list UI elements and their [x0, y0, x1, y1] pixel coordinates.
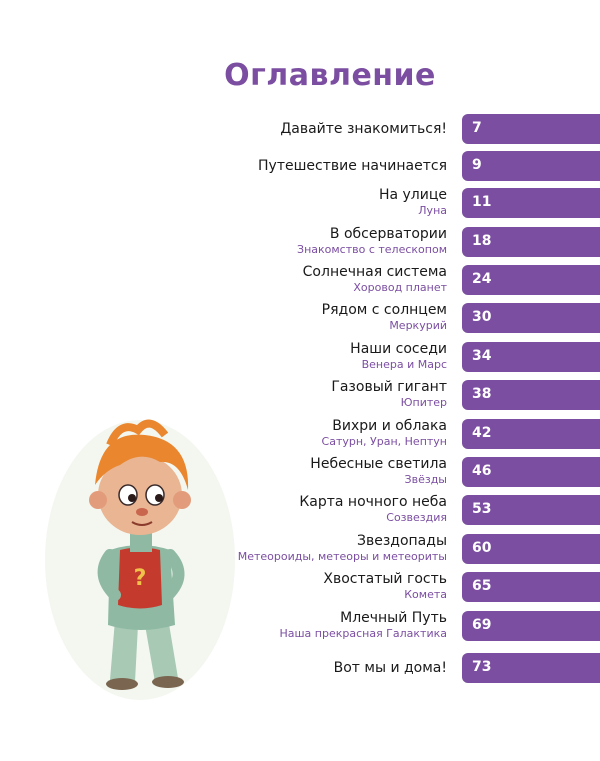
page-number: 73	[472, 659, 492, 675]
page-number: 18	[472, 233, 492, 249]
page-number-tab	[462, 534, 600, 564]
toc-entry[interactable]	[0, 610, 600, 644]
entry-title: В обсерватории	[329, 226, 447, 242]
entry-title: Карта ночного неба	[299, 494, 447, 510]
page-number: 60	[472, 540, 492, 556]
toc-entry[interactable]	[0, 571, 600, 605]
toc-entry[interactable]	[0, 494, 600, 528]
entry-subtitle: Звёзды	[404, 473, 447, 486]
page-number-tab	[462, 227, 600, 257]
entry-title: Млечный Путь	[340, 610, 447, 626]
entry-subtitle: Луна	[418, 204, 447, 217]
entry-subtitle: Хоровод планет	[353, 281, 447, 294]
entry-title: Звездопады	[357, 533, 447, 549]
page-number-tab	[462, 457, 600, 487]
toc-entry[interactable]	[0, 187, 600, 221]
entry-subtitle: Меркурий	[389, 319, 447, 332]
toc-entry[interactable]	[0, 341, 600, 375]
entry-title: Небесные светила	[310, 456, 447, 472]
page-number-tab	[462, 611, 600, 641]
page-number: 42	[472, 425, 492, 441]
toc-entry[interactable]	[0, 418, 600, 452]
entry-subtitle: Комета	[404, 588, 447, 601]
page-number-tab	[462, 380, 600, 410]
page-number: 30	[472, 309, 492, 325]
page-title: Оглавление	[224, 58, 436, 93]
page-number: 9	[472, 157, 482, 173]
entry-subtitle: Знакомство с телескопом	[297, 243, 447, 256]
toc-entry[interactable]	[0, 264, 600, 298]
entry-subtitle: Метеороиды, метеоры и метеориты	[237, 550, 447, 563]
svg-text:?: ?	[133, 566, 147, 591]
entry-subtitle: Сатурн, Уран, Нептун	[321, 435, 447, 448]
page-number: 38	[472, 386, 492, 402]
page-number-tab	[462, 265, 600, 295]
entry-title: Путешествие начинается	[258, 158, 447, 174]
entry-title: На улице	[378, 187, 447, 203]
entry-title: Хвостатый гость	[323, 571, 447, 587]
page-number-tab	[462, 572, 600, 602]
page-number-tab	[462, 342, 600, 372]
toc-entry[interactable]	[0, 226, 600, 260]
entry-title: Солнечная система	[302, 264, 447, 280]
entry-title: Вот мы и дома!	[333, 660, 447, 676]
page-number: 65	[472, 578, 492, 594]
page-number-tab	[462, 188, 600, 218]
page-number: 7	[472, 120, 482, 136]
page-number-tab	[462, 114, 600, 144]
entry-subtitle: Юпитер	[400, 396, 447, 409]
page-number: 53	[472, 501, 492, 517]
entry-subtitle: Венера и Марс	[361, 358, 447, 371]
page-number-tab	[462, 419, 600, 449]
page-number-tab	[462, 303, 600, 333]
toc-entry[interactable]	[0, 302, 600, 336]
entry-title: Наши соседи	[350, 341, 447, 357]
toc-entry[interactable]	[0, 379, 600, 413]
entry-subtitle: Наша прекрасная Галактика	[279, 627, 447, 640]
page-number-tab	[462, 495, 600, 525]
page-number: 46	[472, 463, 492, 479]
page-number: 69	[472, 617, 492, 633]
toc-entry[interactable]	[0, 150, 600, 184]
page-number-tab	[462, 653, 600, 683]
entry-subtitle: Созвездия	[386, 511, 447, 524]
entry-title: Давайте знакомиться!	[280, 121, 447, 137]
page-number: 11	[472, 194, 492, 210]
toc-entry[interactable]	[0, 652, 600, 686]
entry-title: Газовый гигант	[331, 379, 447, 395]
page-number: 24	[472, 271, 492, 287]
toc-entry[interactable]	[0, 456, 600, 490]
toc-entry[interactable]	[0, 533, 600, 567]
page-number: 34	[472, 348, 492, 364]
entry-title: Вихри и облака	[332, 418, 447, 434]
page-number-tab	[462, 151, 600, 181]
entry-title: Рядом с солнцем	[321, 302, 447, 318]
toc-entry[interactable]	[0, 113, 600, 147]
